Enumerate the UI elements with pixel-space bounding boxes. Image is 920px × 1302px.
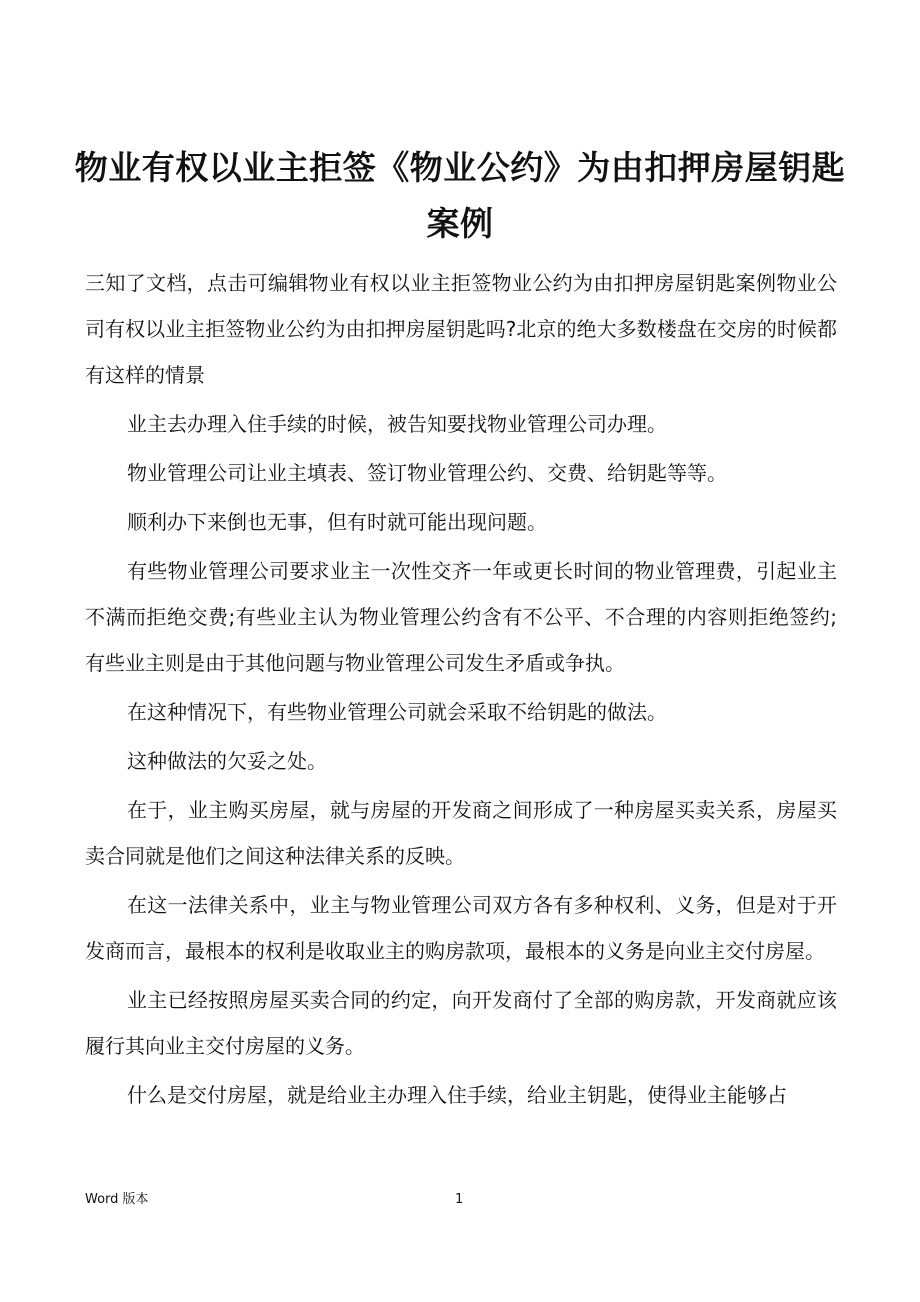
- footer-page-number: 1: [455, 1192, 464, 1207]
- document-title: 物业有权以业主拒签《物业公约》为由扣押房屋钥匙案例: [74, 148, 846, 243]
- paragraph: 业主去办理入住手续的时候，被告知要找物业管理公司办理。: [127, 412, 667, 436]
- paragraph: 什么是交付房屋，就是给业主办理入住手续，给业主钥匙，使得业主能够占: [127, 1083, 787, 1107]
- paragraph: 有些物业管理公司要求业主一次性交齐一年或更长时间的物业管理费，引起业主不满而拒绝交费;有些业主认为物业管理公约含有不公平、不合理的内容则拒绝签约;有些业主则是由于其他问题与物业管理公司发生矛盾或争执。: [85, 559, 837, 675]
- paragraph: 在这一法律关系中，业主与物业管理公司双方各有多种权利、义务，但是对于开发商而言，最根本的权利是收取业主的购房款项，最根本的义务是向业主交付房屋。: [85, 893, 837, 963]
- document-body: [85, 260, 837, 1121]
- paragraph: 三知了文档，点击可编辑物业有权以业主拒签物业公约为由扣押房屋钥匙案例物业公司有权以业主拒签物业公约为由扣押房屋钥匙吗?北京的绝大多数楼盘在交房的时候都有这样的情景: [85, 271, 837, 387]
- paragraph: 在于，业主购买房屋，就与房屋的开发商之间形成了一种房屋买卖关系，房屋买卖合同就是他们之间这种法律关系的反映。: [85, 798, 837, 868]
- paragraph: 物业管理公司让业主填表、签订物业管理公约、交费、给钥匙等等。: [127, 461, 727, 485]
- paragraph: 业主已经按照房屋买卖合同的约定，向开发商付了全部的购房款，开发商就应该履行其向业主交付房屋的义务。: [85, 988, 837, 1058]
- paragraph: 在这种情况下，有些物业管理公司就会采取不给钥匙的做法。: [127, 700, 667, 724]
- footer-version-label: Word 版本: [85, 1192, 149, 1207]
- paragraph: 顺利办下来倒也无事，但有时就可能出现问题。: [127, 510, 547, 534]
- paragraph: 这种做法的欠妥之处。: [127, 749, 327, 773]
